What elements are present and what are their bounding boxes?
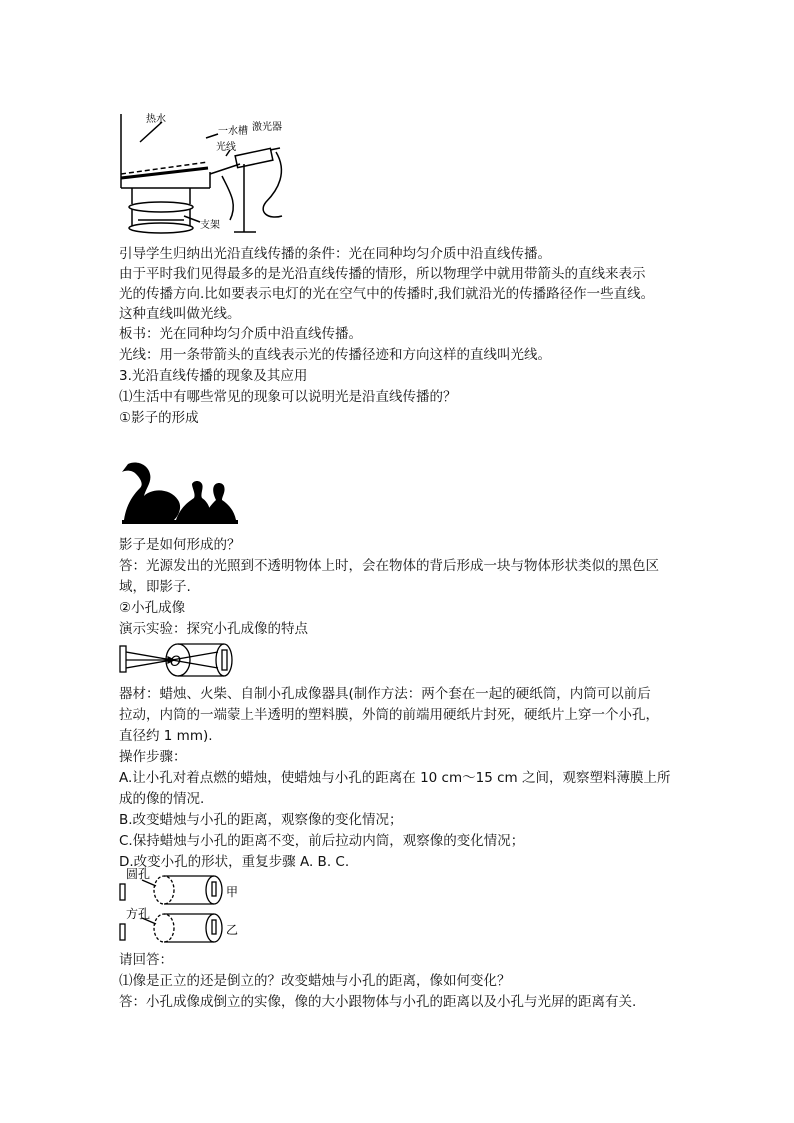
hole-shape-figure — [118, 866, 248, 946]
label-stand: 支架 — [200, 220, 220, 231]
blackboard-note: 板书：光在同种均匀介质中沿直线传播。 — [119, 326, 362, 342]
label-laser: 激光器 — [252, 122, 282, 133]
question-shadow: 影子是如何形成的？ — [119, 537, 241, 553]
step-a-cont: 成的像的情况. — [119, 791, 205, 807]
label-jia: 甲 — [226, 885, 239, 899]
paragraph-line: 引导学生归纳出光沿直线传播的条件：光在同种均匀介质中沿直线传播。 — [119, 246, 551, 262]
paragraph-line: 由于平时我们见得最多的是光沿直线传播的情形，所以物理学中就用带箭头的直线来表示 — [119, 266, 646, 282]
step-b: B.改变蜡烛与小孔的距离，观察像的变化情况； — [119, 812, 403, 828]
question-line: ⑴生活中有哪些常见的现象可以说明光是沿直线传播的？ — [119, 389, 457, 405]
laser-tank-figure — [118, 112, 298, 240]
label-water-tank: 一水槽 — [218, 126, 248, 137]
materials-line: 直径约 1 mm). — [119, 728, 213, 744]
label-hot-water: 热水 — [146, 114, 166, 125]
question-image: ⑴像是正立的还是倒立的？改变蜡烛与小孔的距离，像如何变化？ — [119, 973, 511, 989]
subheading-shadow: ①影子的形成 — [119, 410, 199, 426]
label-yi: 乙 — [226, 923, 239, 937]
label-round-hole: 圆孔 — [126, 867, 151, 881]
label-square-hole: 方孔 — [126, 907, 151, 921]
materials-line: 拉动，内筒的一端蒙上半透明的塑料膜，外筒的前端用硬纸片封死，硬纸片上穿一个小孔， — [119, 707, 659, 723]
answer-line: 域，即影子. — [119, 579, 191, 595]
definition-light-ray: 光线：用一条带箭头的直线表示光的传播径迹和方向这样的直线叫光线。 — [119, 347, 551, 363]
materials-line: 器材：蜡烛、火柴、自制小孔成像器具(制作方法：两个套在一起的硬纸筒，内筒可以前后 — [119, 686, 651, 702]
answer-line: 答：光源发出的光照到不透明物体上时，会在物体的背后形成一块与物体形状类似的黑色区 — [119, 558, 659, 574]
step-d: D.改变小孔的形状，重复步骤 A. B. C. — [119, 854, 350, 870]
label-light-ray: 光线 — [216, 142, 236, 153]
pinhole-ray-figure — [118, 640, 242, 680]
step-a: A.让小孔对着点燃的蜡烛，使蜡烛与小孔的距离在 10 cm～15 cm 之间，观察塑料薄膜上所 — [119, 770, 671, 786]
paragraph-line: 光的传播方向.比如要表示电灯的光在空气中的传播时,我们就沿光的传播路径作一些直线。 — [119, 286, 655, 302]
shadow-swans-figure — [118, 458, 242, 526]
experiment-title: 演示实验：探究小孔成像的特点 — [119, 621, 308, 637]
steps-heading: 操作步骤： — [119, 749, 187, 765]
svg-text:O: O — [170, 654, 182, 670]
answer-image: 答：小孔成像成倒立的实像，像的大小跟物体与小孔的距离以及小孔与光屏的距离有关. — [119, 994, 637, 1010]
step-c: C.保持蜡烛与小孔的距离不变，前后拉动内筒，观察像的变化情况； — [119, 833, 525, 849]
paragraph-line: 这种直线叫做光线。 — [119, 306, 241, 322]
section-heading: 3.光沿直线传播的现象及其应用 — [119, 368, 308, 384]
subheading-pinhole: ②小孔成像 — [119, 600, 186, 616]
please-answer: 请回答： — [119, 952, 173, 968]
